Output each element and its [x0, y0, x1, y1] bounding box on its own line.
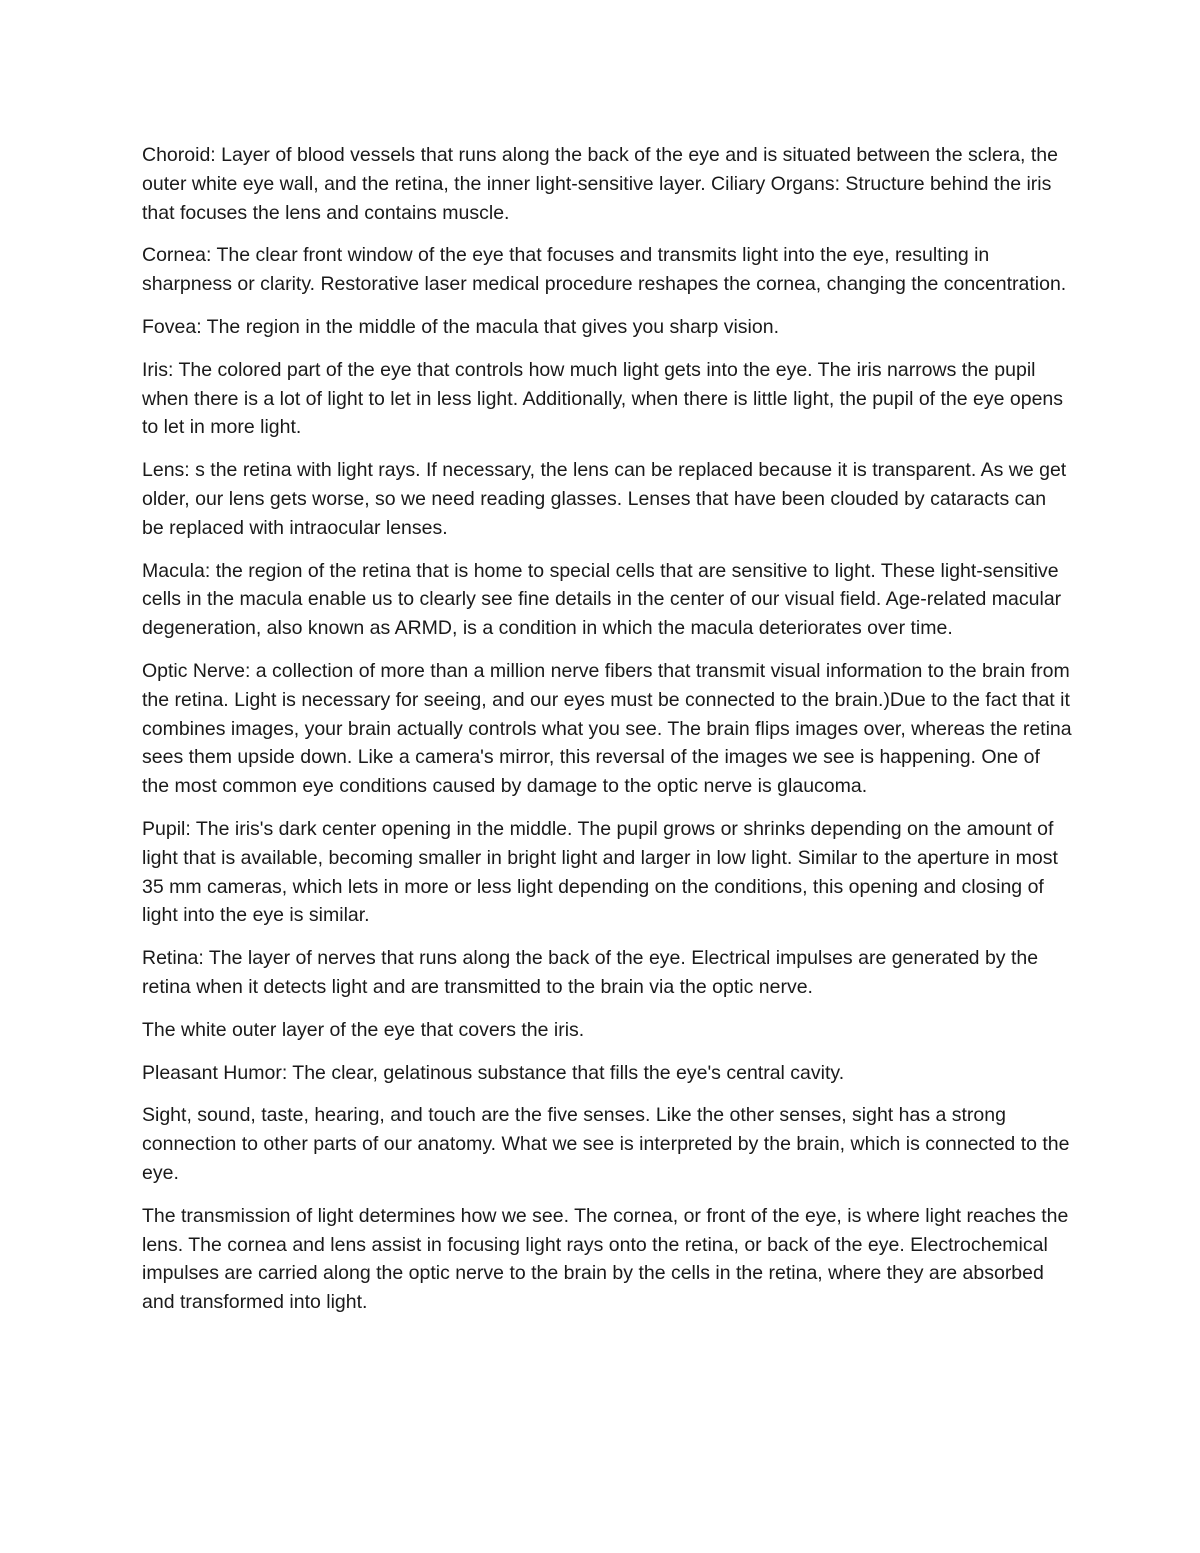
paragraph-fovea: Fovea: The region in the middle of the macula that gives you sharp vision. — [142, 315, 779, 338]
paragraph-choroid: Choroid: Layer of blood vessels that runs along the back of the eye and is situated between the sclera, the outer white eye wall, and the retina, the inner light-sensitive layer. Ciliary Organs: Structure behind the iris that focuses the lens and contains muscle. — [142, 144, 1058, 224]
paragraph-sclera: The white outer layer of the eye that covers the iris. — [142, 1018, 585, 1041]
paragraph-optic-nerve: Optic Nerve: a collection of more than a million nerve fibers that transmit visual information to the brain from the retina. Light is necessary for seeing, and our eyes must be connected to the brain.)Due to the fact that it combines images, your brain actually controls what you see. The brain flips images over, whereas the retina sees them upside down. Like a camera's mirror, this reversal of the images we see is happening. One of the most common eye conditions caused by damage to the optic nerve is glaucoma. — [142, 659, 1072, 798]
paragraph-light-transmission: The transmission of light determines how we see. The cornea, or front of the eye, is where light reaches the lens. The cornea and lens assist in focusing light rays onto the retina, or back of the eye. Electrochemical impulses are carried along the optic nerve to the brain by the cells in the retina, where they are absorbed and transformed into light. — [142, 1204, 1069, 1314]
paragraph-vitreous-humor: Pleasant Humor: The clear, gelatinous substance that fills the eye's central cavity. — [142, 1061, 845, 1084]
document-body — [142, 141, 1072, 1331]
paragraph-iris: Iris: The colored part of the eye that controls how much light gets into the eye. The iris narrows the pupil when there is a lot of light to let in less light. Additionally, when there is little light, the pupil of the eye opens to let in more light. — [142, 358, 1064, 439]
paragraph-macula: Macula: the region of the retina that is home to special cells that are sensitive to light. These light-sensitive cells in the macula enable us to clearly see fine details in the center of our visual field. Age-related macular degeneration, also known as ARMD, is a condition in which the macula deteriorates over time. — [142, 559, 1062, 640]
paragraph-five-senses: Sight, sound, taste, hearing, and touch are the five senses. Like the other senses, sight has a strong connection to other parts of our anatomy. What we see is interpreted by the brain, which is connected to the eye. — [142, 1104, 1070, 1184]
paragraph-lens: Lens: s the retina with light rays. If necessary, the lens can be replaced because it is transparent. As we get older, our lens gets worse, so we need reading glasses. Lenses that have been clouded by cataracts can be replaced with intraocular lenses. — [142, 459, 1067, 539]
paragraph-retina: Retina: The layer of nerves that runs along the back of the eye. Electrical impulses are generated by the retina when it detects light and are transmitted to the brain via the optic nerve. — [142, 947, 1039, 998]
paragraph-cornea: Cornea: The clear front window of the eye that focuses and transmits light into the eye, resulting in sharpness or clarity. Restorative laser medical procedure reshapes the cornea, changing the concentration. — [142, 244, 1067, 296]
paragraph-pupil: Pupil: The iris's dark center opening in the middle. The pupil grows or shrinks depending on the amount of light that is available, becoming smaller in bright light and larger in low light. Similar to the aperture in most 35 mm cameras, which lets in more or less light depending on the conditions, this opening and closing of light into the eye is similar. — [142, 817, 1058, 927]
